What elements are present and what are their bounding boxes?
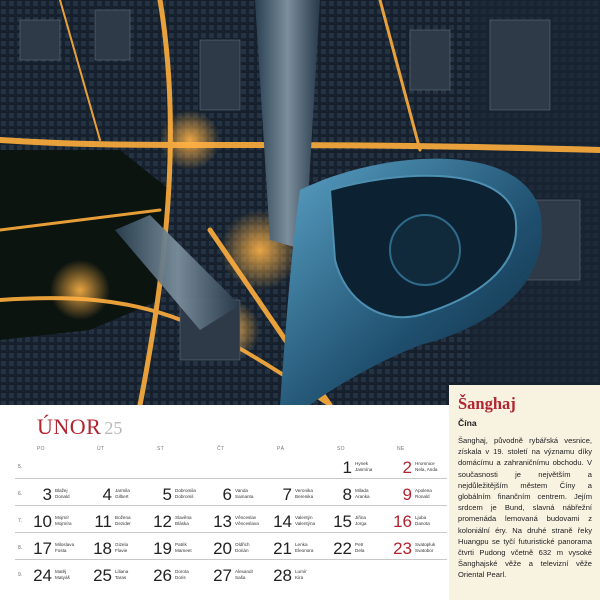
- day-number: 5: [162, 485, 172, 504]
- weekday-header: PÁ: [277, 446, 285, 452]
- name-day-names: Valentýn Valentýna: [295, 515, 316, 526]
- day-number: 14: [273, 512, 292, 531]
- day-number: 26: [153, 566, 172, 585]
- name-day-names: Gizela Flavie: [115, 542, 129, 553]
- day-cell: [30, 561, 90, 587]
- week-row: [15, 453, 447, 479]
- name-day-names: Miloslava Fosta: [55, 542, 75, 553]
- day-cell: [90, 561, 150, 587]
- name-day-names: Oldřich Dorián: [235, 542, 250, 553]
- week-row: [15, 507, 447, 533]
- name-day-names: Lumír Kira: [295, 569, 307, 580]
- day-cell: [150, 507, 210, 533]
- day-cell: [210, 480, 270, 506]
- name-day-names: Božena Dezider: [115, 515, 131, 526]
- day-cell: [30, 480, 90, 506]
- day-number: 23: [393, 539, 412, 558]
- weekday-header: ČT: [217, 446, 225, 452]
- name-day-names: Dorota Doris: [175, 569, 189, 580]
- name-day-names: Liliana Taras: [115, 569, 129, 580]
- day-number: 4: [102, 485, 112, 504]
- day-cell: [210, 534, 270, 560]
- week-number: 7.: [18, 518, 23, 524]
- name-day-names: Blažej Donald: [55, 488, 70, 499]
- day-cell: [210, 561, 270, 587]
- day-cell: [150, 534, 210, 560]
- day-cell: [30, 507, 90, 533]
- location-description: Šanghaj, původně rybářská vesnice, získala v 19. století na významu díky domácímu a zahraničnímu obchodu. V současnosti je největším a nejdůležitějším městem Číny a globálním finančním centrem. Jejím srdcem je Bund, slavná nábřežní promenáda lemovaná budovami z koloniální éry. Na druhé straně řeky Huangpu se tyčí futuristické panorama čtvrti Pudong včetně 632 m vysoké Šanghajské věže a televizní věže Oriental Pearl.: [458, 436, 592, 580]
- name-day-names: Vanda Samanta: [235, 488, 254, 499]
- month-name: ÚNOR: [37, 414, 102, 439]
- day-cell: [150, 480, 210, 506]
- day-number: 8: [342, 485, 352, 504]
- day-cell: [150, 561, 210, 587]
- day-number: 2: [402, 458, 412, 477]
- day-cell: [90, 534, 150, 560]
- day-cell: [390, 507, 450, 533]
- weekday-header: SO: [337, 446, 345, 452]
- day-cell: [330, 534, 390, 560]
- name-day-names: Slavěna Bláska: [175, 515, 192, 526]
- day-number: 19: [153, 539, 172, 558]
- day-cell: [330, 480, 390, 506]
- day-cell: [210, 507, 270, 533]
- month-heading: [37, 414, 122, 440]
- day-cell: [330, 507, 390, 533]
- day-cell: [330, 453, 390, 479]
- weekday-header: NE: [397, 446, 405, 452]
- weekday-header: ST: [157, 446, 164, 452]
- week-row: [15, 561, 447, 587]
- week-number: 8.: [18, 545, 23, 551]
- name-day-names: Dobromila Dobromil: [175, 488, 196, 499]
- day-cell: [390, 480, 450, 506]
- name-day-names: Ljuba Danota: [415, 515, 430, 526]
- name-day-names: Apolena Ronald: [415, 488, 432, 499]
- name-day-names: Svatopluk Svatobor: [415, 542, 436, 553]
- name-day-names: Mojmír Mojmíra: [55, 515, 72, 526]
- day-number: 3: [42, 485, 52, 504]
- day-number: 11: [94, 512, 112, 531]
- month-calendar: [0, 405, 449, 600]
- location-country: Čína: [458, 418, 477, 428]
- week-row: [15, 534, 447, 560]
- name-day-names: Jiřina Jorga: [355, 515, 367, 526]
- day-number: 7: [282, 485, 292, 504]
- week-number: 6.: [18, 491, 23, 497]
- month-year: 25: [104, 418, 123, 438]
- day-number: 13: [213, 512, 232, 531]
- name-day-names: Lenka Eleonora: [295, 542, 314, 553]
- day-cell: [270, 480, 330, 506]
- week-row: [15, 480, 447, 506]
- day-cell: [30, 534, 90, 560]
- day-number: 28: [273, 566, 292, 585]
- day-number: 22: [333, 539, 352, 558]
- weekday-header: PO: [37, 446, 45, 452]
- day-number: 24: [33, 566, 52, 585]
- day-number: 20: [213, 539, 232, 558]
- day-cell: [90, 480, 150, 506]
- day-number: 9: [402, 485, 412, 504]
- day-cell: [90, 507, 150, 533]
- name-day-names: Petr Dela: [355, 542, 365, 553]
- location-info-panel: [449, 385, 600, 600]
- day-cell: [270, 534, 330, 560]
- name-day-names: Hynek Jasmína: [355, 461, 373, 472]
- weekday-header: ÚT: [97, 446, 105, 452]
- day-number: 18: [93, 539, 112, 558]
- name-day-names: Věnceslav Věnceslava: [235, 515, 259, 526]
- day-cell: [390, 453, 450, 479]
- name-day-names: Matěj Matyáš: [55, 569, 70, 580]
- day-number: 12: [153, 512, 172, 531]
- day-number: 17: [33, 539, 52, 558]
- week-number: 5.: [18, 464, 23, 470]
- day-number: 16: [393, 512, 412, 531]
- week-number: 9.: [18, 572, 23, 578]
- day-number: 27: [213, 566, 232, 585]
- name-day-names: Jarmila Gilbert: [115, 488, 130, 499]
- name-day-names: Patrik Mameet: [175, 542, 192, 553]
- day-number: 1: [342, 458, 352, 477]
- day-number: 15: [333, 512, 352, 531]
- day-number: 6: [222, 485, 232, 504]
- name-day-names: Veronika Berenika: [295, 488, 314, 499]
- day-number: 25: [93, 566, 112, 585]
- day-cell: [270, 561, 330, 587]
- name-day-names: Hromnice Nela, Anda: [415, 461, 438, 472]
- day-number: 10: [33, 512, 52, 531]
- name-day-names: Alexandr Saša: [235, 569, 254, 580]
- day-cell: [270, 507, 330, 533]
- day-cell: [390, 534, 450, 560]
- name-day-names: Milada Aranka: [355, 488, 370, 499]
- location-title: Šanghaj: [458, 394, 516, 413]
- day-number: 21: [273, 539, 292, 558]
